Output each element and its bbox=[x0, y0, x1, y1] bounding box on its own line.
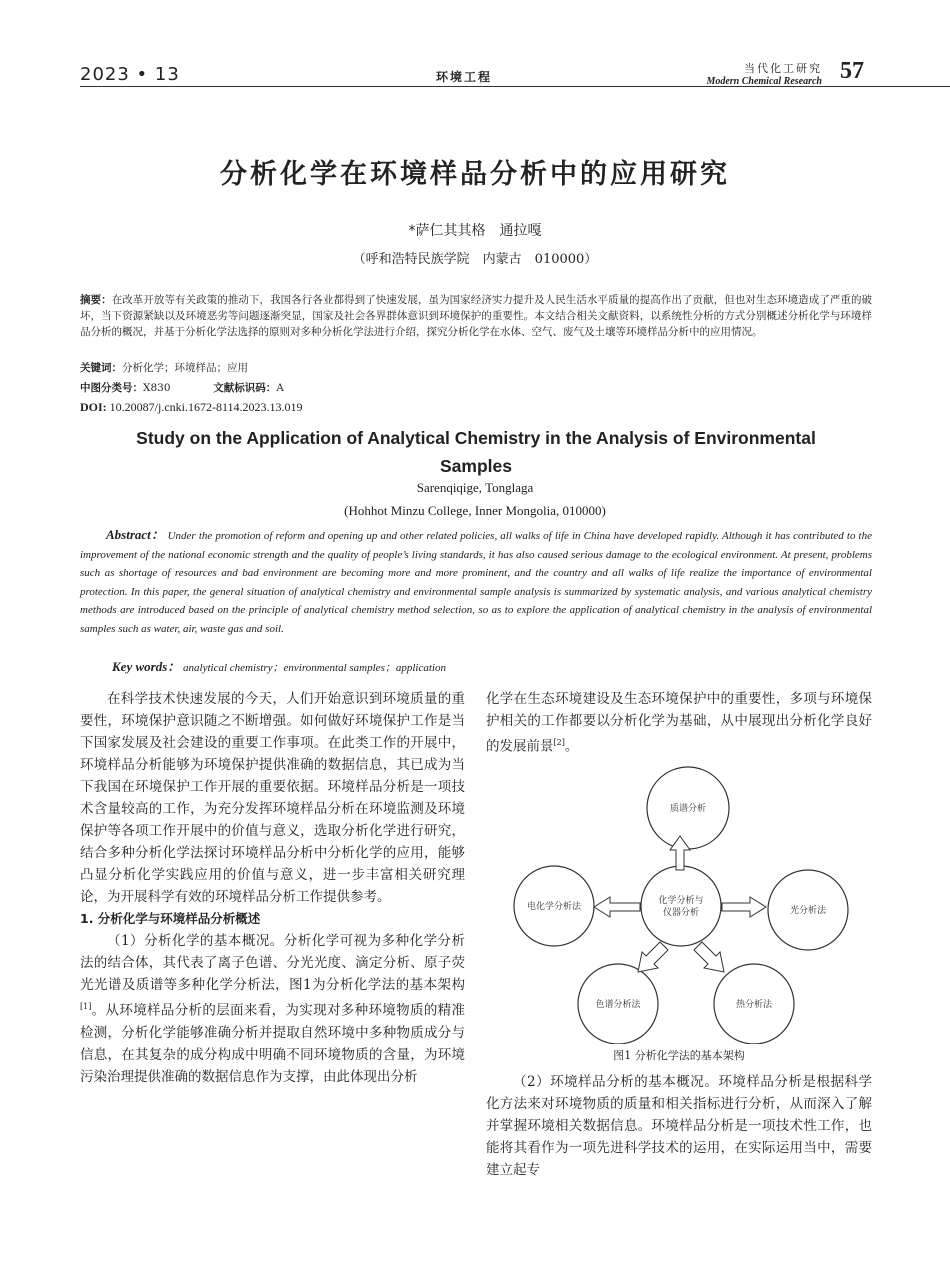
label-bottom-right: 热分析法 bbox=[735, 1000, 773, 1010]
authors: *萨仁其其格 通拉嘎 bbox=[408, 223, 542, 239]
english-authors: Sarenqiqige, Tonglaga bbox=[416, 480, 534, 495]
affiliation: （呼和浩特民族学院 内蒙古 010000） bbox=[352, 252, 598, 267]
doc-code-label: 文献标识码： bbox=[213, 382, 277, 394]
abstract-zh-text: 在改革开放等有关政策的推动下，我国各行各业都得到了快速发展，虽为国家经济实力提升及人民生活水平质量的提高作出了贡献，但也对生态环境造成了严重的破坏，当下资源紧缺以及环境恶劣等问题逐渐突显，国家及社会各界群体意识到环境保护的重要性。本文结合相关文献资料，以系统性分析的方式分别概述分析化学与环境样品分析的概况，并基于分析化学法选择的原则对多种分析化学法进行介绍，探究分析化学在水体、空气、废气及土壤等环境样品分析中的应用情况。 bbox=[80, 294, 873, 338]
classification-value: X830 bbox=[143, 382, 171, 394]
figure-caption: 图1 分析化学法的基本架构 bbox=[613, 1049, 745, 1062]
doi-label: DOI: bbox=[80, 400, 107, 414]
body-right-column bbox=[486, 688, 872, 758]
english-keywords bbox=[112, 656, 446, 675]
label-top: 质谱分析 bbox=[669, 804, 707, 814]
label-right: 光分析法 bbox=[789, 906, 827, 916]
english-title-line2: Samples bbox=[440, 456, 512, 476]
keywords-zh-text: 分析化学；环境样品；应用 bbox=[122, 362, 248, 374]
section-field: 环境工程 bbox=[436, 70, 493, 84]
english-abstract-label: Abstract： bbox=[106, 527, 165, 542]
right-text-a: 化学在生态环境建设及生态环境保护中的重要性，多项与环境保护相关的工作都要以分析化学为基础，从中展现出分析化学良好的发展前景 bbox=[486, 691, 872, 755]
paragraph-analytical-chemistry bbox=[80, 930, 465, 1088]
doi-value: 10.20087/j.cnki.1672-8114.2023.13.019 bbox=[109, 400, 303, 414]
body-left-column bbox=[80, 688, 465, 1088]
english-keywords-label: Key words： bbox=[112, 659, 181, 674]
label-bottom-left: 色谱分析法 bbox=[595, 1000, 641, 1010]
english-title-line1: Study on the Application of Analytical Chemistry in the Analysis of Environmental bbox=[136, 428, 816, 448]
right-text-b: 。 bbox=[564, 738, 579, 755]
figure-diagram bbox=[506, 764, 866, 1044]
node-center-circle bbox=[641, 866, 721, 946]
english-affiliation: (Hohhot Minzu College, Inner Mongolia, 010000) bbox=[344, 503, 606, 518]
para1-text-a: （1）分析化学的基本概况。分析化学可视为多种化学分析法的结合体，其代表了离子色谱、分光光度、滴定分析、原子荧光光谱及质谱等多种化学分析法，图1为分析化学法的基本架构 bbox=[80, 933, 465, 993]
citation-2[interactable]: [2] bbox=[553, 738, 565, 747]
intro-paragraph: 在科学技术快速发展的今天，人们开始意识到环境质量的重要性，环境保护意识随之不断增强。如何做好环境保护工作是当下国家发展及社会建设的重要工作事项。在此类工作的开展中，环境样品分析能够为环境保护提供准确的数据信息，其已成为当下我国在环境保护工作开展的重要依据。环境样品分析是一项技术含量较高的工作，为充分发挥环境样品分析在环境监测及环境保护等各项工作开展中的价值与意义，选取分析化学进行研究，结合多种分析化学法探讨环境样品分析中分析化学的应用，能够凸显分析化学实践应用的价值与意义，进一步丰富相关研究理论，为开展科学有效的环境样品分析工作提供参考。 bbox=[80, 691, 465, 905]
header-rule bbox=[80, 86, 950, 87]
paper-title: 分析化学在环境样品分析中的应用研究 bbox=[220, 159, 730, 190]
label-center-line2: 仪器分析 bbox=[662, 908, 700, 918]
english-abstract-text: Under the promotion of reform and opening up and other related policies, all walks of life in China have developed rapidly. Although it has contributed to the improvement of the national economic strength and the quality of people’s living standards, it has also caused serious damage to the ecological environment. At present, problems such as shortage of resources and bad environment are becoming more and more prominent, and the country and all walks of life realize the importance of environmental protection. In this paper, the general situation of analytical chemistry and environmental sample analysis is summarized by systematic analysis, and various analytical chemistry methods are introduced based on the principle of analytical chemistry method selection, so as to explore the application of analytical chemistry in the analysis of environmental samples such as water, air, waste gas and soil. bbox=[80, 530, 872, 635]
abstract-zh-label: 摘要： bbox=[80, 294, 112, 306]
doc-code-value: A bbox=[276, 382, 284, 394]
paragraph-continued bbox=[486, 688, 872, 758]
arrow-down-right bbox=[694, 942, 724, 972]
doi bbox=[80, 400, 303, 415]
label-left: 电化学分析法 bbox=[526, 902, 582, 912]
keywords-zh bbox=[80, 360, 248, 375]
keywords-zh-label: 关键词： bbox=[80, 362, 122, 374]
citation-1[interactable]: [1] bbox=[80, 1002, 92, 1011]
journal-name bbox=[706, 60, 822, 87]
english-abstract bbox=[80, 526, 872, 638]
classification-label: 中图分类号： bbox=[80, 382, 143, 394]
body-right-column-lower bbox=[486, 1071, 872, 1181]
section-heading: 1. 分析化学与环境样品分析概述 bbox=[80, 911, 261, 926]
classification-line bbox=[80, 380, 284, 395]
arrow-down-left bbox=[638, 942, 668, 972]
arrow-right bbox=[722, 897, 766, 917]
journal-name-en: Modern Chemical Research bbox=[706, 76, 822, 87]
abstract-zh bbox=[80, 292, 872, 340]
issue-label: 2023 • 13 bbox=[80, 64, 180, 85]
arrow-left bbox=[594, 897, 640, 917]
english-keywords-text: analytical chemistry；environmental samples；application bbox=[183, 662, 446, 674]
label-center-line1: 化学分析与 bbox=[658, 896, 704, 906]
page-number: 57 bbox=[840, 58, 864, 84]
para1-text-b: 。从环境样品分析的层面来看，为实现对多种环境物质的精准检测，分析化学能够准确分析并提取自然环境中多种物质成分与信息，在其复杂的成分构成中明确不同环境物质的含量，为环境污染治理提供准确的数据信息作为支撑，由此体现出分析 bbox=[80, 1002, 465, 1085]
english-title bbox=[80, 424, 872, 480]
paragraph-environmental-sample: （2）环境样品分析的基本概况。环境样品分析是根据科学化方法来对环境物质的质量和相关指标进行分析，从而深入了解并掌握环境相关数据信息。环境样品分析是一项技术性工作，也能将其看作为一项先进科学技术的运用，在实际运用当中，需要建立起专 bbox=[486, 1074, 872, 1178]
journal-name-zh: 当代化工研究 bbox=[744, 62, 822, 75]
